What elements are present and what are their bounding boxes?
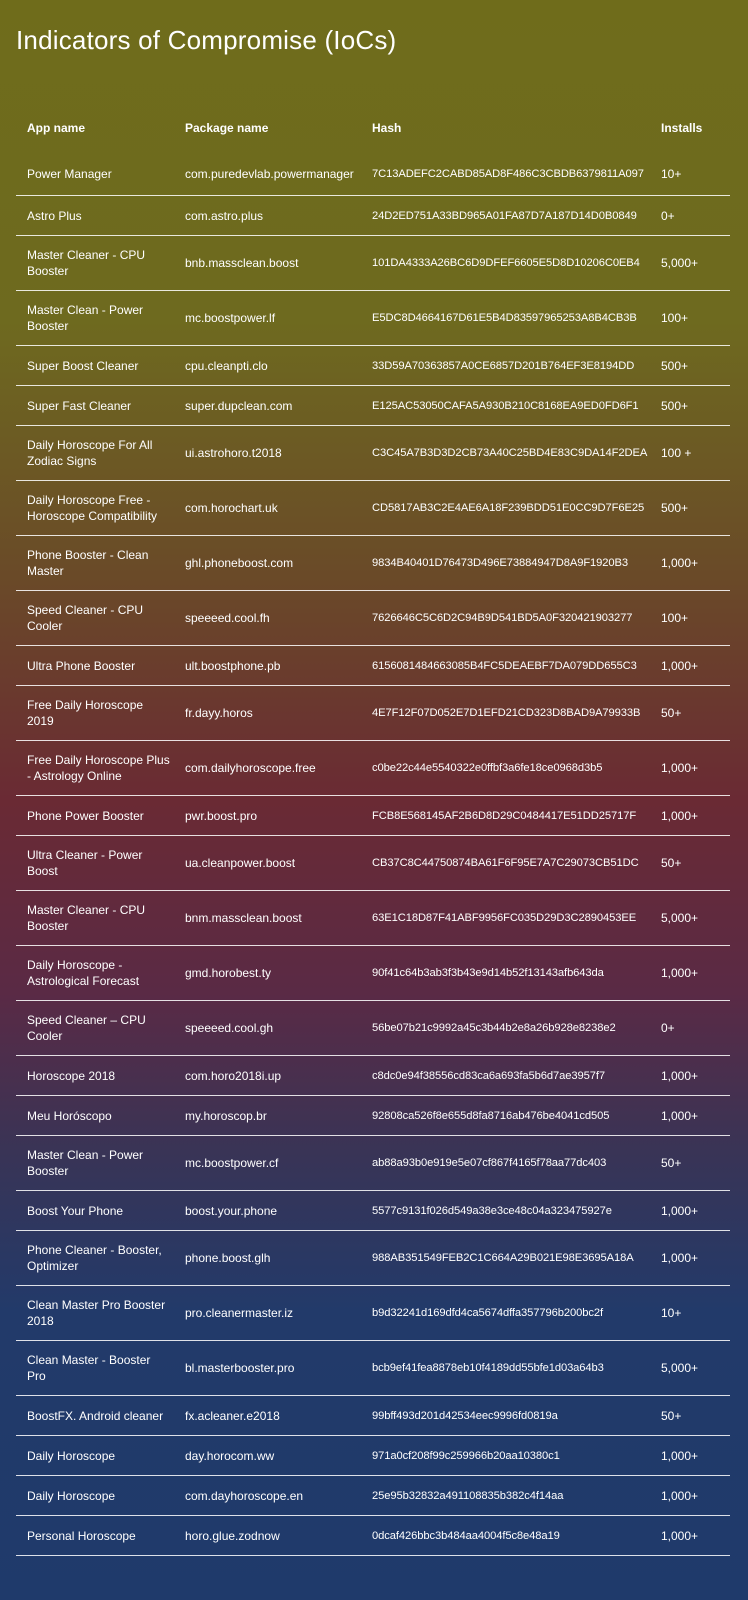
package-name-cell: com.horo2018i.up	[174, 1056, 361, 1096]
package-name-cell: com.puredevlab.powermanager	[174, 152, 361, 196]
app-name-cell: Phone Booster - Clean Master	[16, 536, 174, 591]
table-row	[16, 481, 730, 536]
installs-cell: 50+	[650, 1396, 730, 1436]
installs-cell: 10+	[650, 152, 730, 196]
app-name-cell: Personal Horoscope	[16, 1516, 174, 1556]
table-row	[16, 891, 730, 946]
app-name-cell: Speed Cleaner - CPU Cooler	[16, 591, 174, 646]
hash-cell: 99bff493d201d42534eec9996fd0819a	[361, 1396, 650, 1436]
hash-cell: 7626646C5C6D2C94B9D541BD5A0F320421903277	[361, 591, 650, 646]
hash-cell: C3C45A7B3D3D2CB73A40C25BD4E83C9DA14F2DEA	[361, 426, 650, 481]
installs-cell: 1,000+	[650, 1096, 730, 1136]
column-header-hash: Hash	[372, 121, 402, 135]
installs-cell: 1,000+	[650, 741, 730, 796]
app-name-cell: Master Clean - Power Booster	[16, 1136, 174, 1191]
page-title: Indicators of Compromise (IoCs)	[16, 25, 397, 55]
table-row	[16, 646, 730, 686]
installs-cell: 1,000+	[650, 946, 730, 1001]
package-name-cell: day.horocom.ww	[174, 1436, 361, 1476]
table-row	[16, 1056, 730, 1096]
hash-cell: c8dc0e94f38556cd83ca6a693fa5b6d7ae3957f7	[361, 1056, 650, 1096]
package-name-cell: ghl.phoneboost.com	[174, 536, 361, 591]
table-row	[16, 836, 730, 891]
app-name-cell: Daily Horoscope - Astrological Forecast	[16, 946, 174, 1001]
table-row	[16, 1286, 730, 1341]
table-row	[16, 152, 730, 196]
ioc-table	[16, 104, 730, 1556]
table-row	[16, 291, 730, 346]
package-name-cell: horo.glue.zodnow	[174, 1516, 361, 1556]
app-name-cell: BoostFX. Android cleaner	[16, 1396, 174, 1436]
hash-cell: 25e95b32832a491108835b382c4f14aa	[361, 1476, 650, 1516]
table-row	[16, 1516, 730, 1556]
package-name-cell: com.dailyhoroscope.free	[174, 741, 361, 796]
package-name-cell: com.horochart.uk	[174, 481, 361, 536]
package-name-cell: bnm.massclean.boost	[174, 891, 361, 946]
package-name-cell: gmd.horobest.ty	[174, 946, 361, 1001]
app-name-cell: Super Boost Cleaner	[16, 346, 174, 386]
app-name-cell: Speed Cleaner – CPU Cooler	[16, 1001, 174, 1056]
app-name-cell: Clean Master Pro Booster 2018	[16, 1286, 174, 1341]
package-name-cell: speeeed.cool.gh	[174, 1001, 361, 1056]
table-row	[16, 386, 730, 426]
app-name-cell: Daily Horoscope Free - Horoscope Compatibility	[16, 481, 174, 536]
table-row	[16, 1436, 730, 1476]
app-name-cell: Ultra Cleaner - Power Boost	[16, 836, 174, 891]
package-name-cell: bl.masterbooster.pro	[174, 1341, 361, 1396]
package-name-cell: ua.cleanpower.boost	[174, 836, 361, 891]
package-name-cell: fx.acleaner.e2018	[174, 1396, 361, 1436]
hash-cell: 24D2ED751A33BD965A01FA87D7A187D14D0B0849	[361, 196, 650, 236]
app-name-cell: Horoscope 2018	[16, 1056, 174, 1096]
installs-cell: 1,000+	[650, 536, 730, 591]
hash-cell: 101DA4333A26BC6D9DFEF6605E5D8D10206C0EB4	[361, 236, 650, 291]
table-body	[16, 152, 730, 1556]
hash-cell: 63E1C18D87F41ABF9956FC035D29D3C2890453EE	[361, 891, 650, 946]
column-header-installs: Installs	[661, 121, 703, 135]
package-name-cell: fr.dayy.horos	[174, 686, 361, 741]
hash-cell: ab88a93b0e919e5e07cf867f4165f78aa77dc403	[361, 1136, 650, 1191]
installs-cell: 100+	[650, 591, 730, 646]
package-name-cell: super.dupclean.com	[174, 386, 361, 426]
installs-cell: 1,000+	[650, 1476, 730, 1516]
app-name-cell: Master Clean - Power Booster	[16, 291, 174, 346]
app-name-cell: Master Cleaner - CPU Booster	[16, 891, 174, 946]
table-header-row	[16, 104, 730, 152]
table-row	[16, 741, 730, 796]
installs-cell: 5,000+	[650, 1341, 730, 1396]
installs-cell: 100 +	[650, 426, 730, 481]
package-name-cell: com.dayhoroscope.en	[174, 1476, 361, 1516]
installs-cell: 50+	[650, 836, 730, 891]
app-name-cell: Daily Horoscope	[16, 1476, 174, 1516]
table-row	[16, 1476, 730, 1516]
app-name-cell: Phone Power Booster	[16, 796, 174, 836]
table-row	[16, 1231, 730, 1286]
app-name-cell: Free Daily Horoscope 2019	[16, 686, 174, 741]
hash-cell: 6156081484663085B4FC5DEAEBF7DA079DD655C3	[361, 646, 650, 686]
hash-cell: 33D59A70363857A0CE6857D201B764EF3E8194DD	[361, 346, 650, 386]
installs-cell: 1,000+	[650, 1056, 730, 1096]
hash-cell: 56be07b21c9992a45c3b44b2e8a26b928e8238e2	[361, 1001, 650, 1056]
hash-cell: E125AC53050CAFA5A930B210C8168EA9ED0FD6F1	[361, 386, 650, 426]
installs-cell: 1,000+	[650, 1231, 730, 1286]
table-row	[16, 686, 730, 741]
table-row	[16, 346, 730, 386]
package-name-cell: boost.your.phone	[174, 1191, 361, 1231]
installs-cell: 500+	[650, 346, 730, 386]
installs-cell: 0+	[650, 1001, 730, 1056]
hash-cell: 9834B40401D76473D496E73884947D8A9F1920B3	[361, 536, 650, 591]
installs-cell: 500+	[650, 386, 730, 426]
package-name-cell: pro.cleanermaster.iz	[174, 1286, 361, 1341]
hash-cell: 5577c9131f026d549a38e3ce48c04a323475927e	[361, 1191, 650, 1231]
package-name-cell: phone.boost.glh	[174, 1231, 361, 1286]
table-row	[16, 236, 730, 291]
app-name-cell: Daily Horoscope For All Zodiac Signs	[16, 426, 174, 481]
hash-cell: bcb9ef41fea8878eb10f4189dd55bfe1d03a64b3	[361, 1341, 650, 1396]
table-row	[16, 1096, 730, 1136]
app-name-cell: Clean Master - Booster Pro	[16, 1341, 174, 1396]
hash-cell: c0be22c44e5540322e0ffbf3a6fe18ce0968d3b5	[361, 741, 650, 796]
table-row	[16, 426, 730, 481]
app-name-cell: Master Cleaner - CPU Booster	[16, 236, 174, 291]
app-name-cell: Astro Plus	[16, 196, 174, 236]
table-row	[16, 1191, 730, 1231]
app-name-cell: Meu Horóscopo	[16, 1096, 174, 1136]
column-header-package-name: Package name	[185, 121, 269, 135]
app-name-cell: Free Daily Horoscope Plus - Astrology Online	[16, 741, 174, 796]
installs-cell: 1,000+	[650, 796, 730, 836]
app-name-cell: Boost Your Phone	[16, 1191, 174, 1231]
installs-cell: 1,000+	[650, 646, 730, 686]
package-name-cell: cpu.cleanpti.clo	[174, 346, 361, 386]
table-row	[16, 536, 730, 591]
app-name-cell: Power Manager	[16, 152, 174, 196]
table-row	[16, 1001, 730, 1056]
hash-cell: 4E7F12F07D052E7D1EFD21CD323D8BAD9A79933B	[361, 686, 650, 741]
app-name-cell: Daily Horoscope	[16, 1436, 174, 1476]
installs-cell: 500+	[650, 481, 730, 536]
installs-cell: 50+	[650, 1136, 730, 1191]
table-row	[16, 196, 730, 236]
app-name-cell: Phone Cleaner - Booster, Optimizer	[16, 1231, 174, 1286]
hash-cell: CD5817AB3C2E4AE6A18F239BDD51E0CC9D7F6E25	[361, 481, 650, 536]
column-header-app-name: App name	[27, 121, 86, 135]
hash-cell: CB37C8C44750874BA61F6F95E7A7C29073CB51DC	[361, 836, 650, 891]
package-name-cell: my.horoscop.br	[174, 1096, 361, 1136]
package-name-cell: mc.boostpower.lf	[174, 291, 361, 346]
package-name-cell: com.astro.plus	[174, 196, 361, 236]
installs-cell: 1,000+	[650, 1191, 730, 1231]
table-row	[16, 946, 730, 1001]
package-name-cell: ui.astrohoro.t2018	[174, 426, 361, 481]
installs-cell: 100+	[650, 291, 730, 346]
hash-cell: 92808ca526f8e655d8fa8716ab476be4041cd505	[361, 1096, 650, 1136]
package-name-cell: mc.boostpower.cf	[174, 1136, 361, 1191]
installs-cell: 5,000+	[650, 236, 730, 291]
installs-cell: 10+	[650, 1286, 730, 1341]
hash-cell: 971a0cf208f99c259966b20aa10380c1	[361, 1436, 650, 1476]
installs-cell: 50+	[650, 686, 730, 741]
app-name-cell: Ultra Phone Booster	[16, 646, 174, 686]
hash-cell: 988AB351549FEB2C1C664A29B021E98E3695A18A	[361, 1231, 650, 1286]
package-name-cell: pwr.boost.pro	[174, 796, 361, 836]
app-name-cell: Super Fast Cleaner	[16, 386, 174, 426]
table-row	[16, 1396, 730, 1436]
table-row	[16, 1136, 730, 1191]
hash-cell: b9d32241d169dfd4ca5674dffa357796b200bc2f	[361, 1286, 650, 1341]
hash-cell: 7C13ADEFC2CABD85AD8F486C3CBDB6379811A097	[361, 152, 650, 196]
hash-cell: 0dcaf426bbc3b484aa4004f5c8e48a19	[361, 1516, 650, 1556]
table-row	[16, 591, 730, 646]
package-name-cell: speeeed.cool.fh	[174, 591, 361, 646]
hash-cell: FCB8E568145AF2B6D8D29C0484417E51DD25717F	[361, 796, 650, 836]
installs-cell: 0+	[650, 196, 730, 236]
table-row	[16, 1341, 730, 1396]
installs-cell: 1,000+	[650, 1516, 730, 1556]
package-name-cell: ult.boostphone.pb	[174, 646, 361, 686]
installs-cell: 1,000+	[650, 1436, 730, 1476]
hash-cell: E5DC8D4664167D61E5B4D83597965253A8B4CB3B	[361, 291, 650, 346]
hash-cell: 90f41c64b3ab3f3b43e9d14b52f13143afb643da	[361, 946, 650, 1001]
installs-cell: 5,000+	[650, 891, 730, 946]
package-name-cell: bnb.massclean.boost	[174, 236, 361, 291]
table-row	[16, 796, 730, 836]
